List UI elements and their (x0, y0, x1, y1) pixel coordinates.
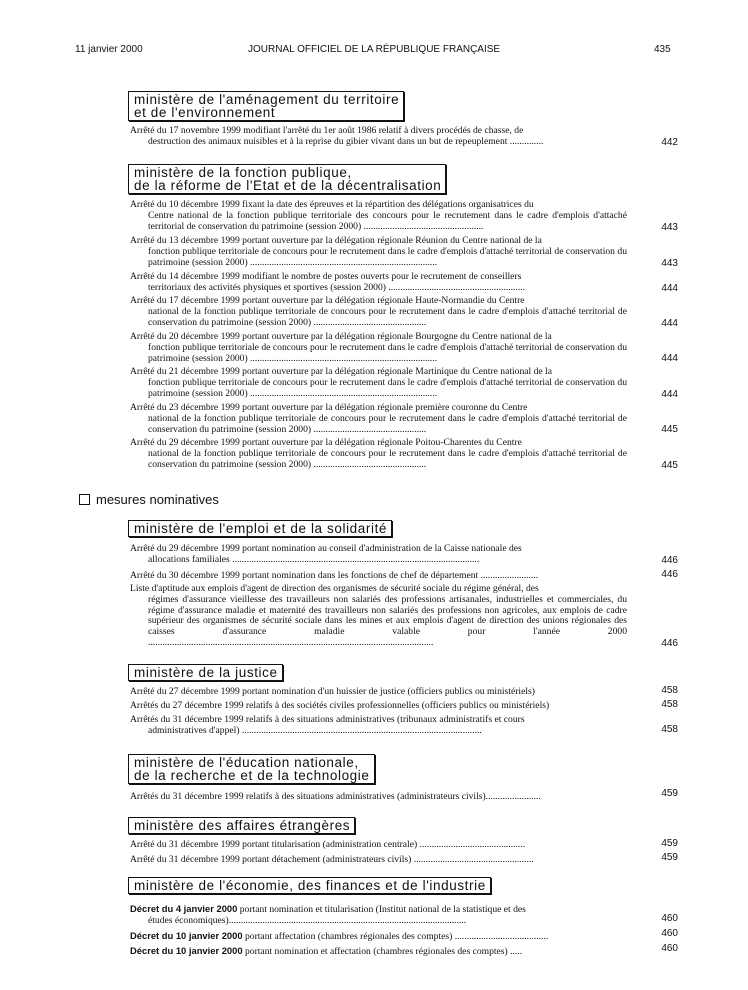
entry-text-continued: national de la fonction publique territoriale de concours pour le recrutement dans le cadre d'emplois d'attaché territorial de conservation du patrimoine (session 2000) ............................................... (148, 447, 627, 470)
entry-page: 459 (661, 838, 678, 849)
header-page-number: 435 (654, 44, 671, 55)
entry-page: 444 (661, 283, 678, 294)
entry-page: 446 (661, 638, 678, 649)
entry-page: 460 (661, 928, 678, 939)
entry-text: Arrêté du 29 décembre 1999 portant ouverture par la délégation régionale Poitou-Charentes du Centre (130, 437, 522, 448)
list-item (130, 904, 627, 927)
entry-text: Arrêté du 31 décembre 1999 portant titularisation (administration centrale) ............................................ (130, 839, 526, 850)
entry-text: Arrêtés du 27 décembre 1999 relatifs à des sociétés civiles professionnelles (officiers publics ou ministériels) (130, 700, 550, 711)
entry-page: 444 (661, 318, 678, 329)
entry-page: 458 (661, 685, 678, 696)
ministry-heading (128, 817, 355, 834)
ministry-heading (128, 164, 446, 194)
entry-text-continued: études économiques)................................................................................................... (148, 914, 467, 926)
list-item (130, 126, 627, 148)
ministry-heading (128, 664, 283, 681)
list-item (130, 687, 627, 698)
entry-text-continued: allocations familiales ....................................................................................................... (148, 553, 480, 565)
ministry-heading-line: et de l'environnement (134, 105, 276, 120)
entry-page: 459 (661, 852, 678, 863)
entry-text: portant affectation (chambres régionales des comptes) ....................................... (242, 931, 549, 942)
entry-text: Arrêtés du 31 décembre 1999 relatifs à des situations administratives (administrateurs civils)....................... (130, 791, 541, 802)
list-item (130, 715, 627, 737)
list-item (130, 332, 627, 364)
entry-text-continued: destruction des animaux nuisibles et à la reprise du gibier vivant dans un but de repeuplement .............. (148, 135, 544, 147)
entry-text-continued: Centre national de la fonction publique territoriale des concours pour le recrutement dans le cadre d'emplois d'attaché territorial de conservation du patrimoine (session 2000) .................................................. (148, 209, 627, 232)
list-item (130, 403, 627, 435)
entry-text: Arrêté du 17 décembre 1999 portant ouverture par la délégation régionale Haute-Normandie du Centre (130, 295, 525, 306)
entry-text-continued: territoriaux des activités physiques et sportives (session 2000) ......................................................... (148, 281, 526, 293)
entry-text: Arrêté du 21 décembre 1999 portant ouverture par la délégation régionale Martinique du Centre national de la (130, 366, 552, 377)
list-item (130, 931, 627, 943)
header-date: 11 janvier 2000 (75, 44, 143, 55)
list-item (130, 438, 627, 470)
entry-page: 445 (661, 424, 678, 435)
entry-text: Arrêté du 14 décembre 1999 modifiant le nombre de postes ouverts pour le recrutement de conseillers (130, 271, 522, 282)
entry-page: 444 (661, 353, 678, 364)
entry-text: Arrêté du 23 décembre 1999 portant ouverture par la délégation régionale première couronne du Centre (130, 402, 528, 413)
entry-text-continued: fonction publique territoriale de concours pour le recrutement dans le cadre d'emplois d'attaché territorial de conservation du patrimoine (session 2000) .............................................................................. (148, 376, 627, 399)
entry-page: 458 (661, 699, 678, 710)
entry-page: 460 (661, 943, 678, 954)
ministry-heading (128, 91, 404, 121)
entry-text-continued: national de la fonction publique territoriale de concours pour le recrutement dans le cadre d'emplois d'attaché territorial de conservation du patrimoine (session 2000) ............................................... (148, 412, 627, 435)
list-item (130, 701, 627, 712)
entry-text-continued: national de la fonction publique territoriale de concours pour le recrutement dans le cadre d'emplois d'attaché territorial de conservation du patrimoine (session 2000) ............................................... (148, 305, 627, 328)
entry-text: portant nomination et affectation (chambres régionales des comptes) ..... (242, 946, 523, 957)
decree-date: Décret du 4 janvier 2000 (130, 903, 238, 914)
header-journal-title: JOURNAL OFFICIEL DE LA RÉPUBLIQUE FRANÇAISE (248, 44, 501, 55)
ministry-heading-line: ministère de l'éducation nationale, (134, 755, 359, 770)
entry-page: 443 (661, 258, 678, 269)
list-item (130, 296, 627, 328)
checkbox-square-icon (79, 494, 90, 505)
list-item (130, 571, 627, 582)
entry-text-continued: régimes d'assurance vieillesse des travailleurs non salariés des professions artisanales, industrielles et commerciales, du régime d'assurance maladie et maternité des travailleurs non salariés des professions non agricoles, aux emplois de cadre supérieur des organismes de sécurité sociale dans les mines et aux emplois d'agent de direction des unions régionales des caisses d'assurance maladie valable pour l'année 2000 ....................................................................................................................... (148, 593, 627, 648)
entry-text: Arrêté du 31 décembre 1999 portant détachement (administrateurs civils) .................................................. (130, 854, 534, 865)
ministry-heading-line: ministère de l'économie, des finances et de l'industrie (134, 878, 486, 893)
entry-page: 443 (661, 222, 678, 233)
entry-page: 444 (661, 389, 678, 400)
list-item (130, 544, 627, 566)
entry-text: Arrêtés du 31 décembre 1999 relatifs à des situations administratives (tribunaux administratifs et cours (130, 714, 525, 725)
decree-date: Décret du 10 janvier 2000 (130, 945, 243, 956)
entry-text: Arrêté du 20 décembre 1999 portant ouverture par la délégation régionale Bourgogne du Centre national de la (130, 331, 552, 342)
entry-page: 446 (661, 569, 678, 580)
entry-text: Arrêté du 29 décembre 1999 portant nomination au conseil d'administration de la Caisse nationale des (130, 543, 522, 554)
entry-text-continued: administratives d'appel) .................................................................................................... (148, 724, 482, 736)
entry-text: Arrêté du 13 décembre 1999 portant ouverture par la délégation régionale Réunion du Centre national de la (130, 235, 542, 246)
ministry-heading-line: ministère de la justice (134, 665, 278, 680)
ministry-heading-line: de la réforme de l'Etat et de la décentralisation (134, 178, 442, 193)
ministry-heading-line: ministère de la fonction publique, (134, 165, 352, 180)
ministry-heading-line: de la recherche et de la technologie (134, 768, 370, 783)
entry-page: 442 (661, 137, 678, 148)
section-heading (79, 492, 219, 507)
list-item (130, 236, 627, 268)
decree-date: Décret du 10 janvier 2000 (130, 930, 243, 941)
list-item (130, 272, 627, 294)
entry-text: Arrêté du 27 décembre 1999 portant nomination d'un huissier de justice (officiers publics ou ministériels) (130, 686, 535, 697)
ministry-heading-line: ministère de l'emploi et de la solidarité (134, 521, 388, 536)
entry-page: 446 (661, 555, 678, 566)
entry-text: portant nomination et titularisation (Institut national de la statistique et des (237, 904, 526, 915)
entry-page: 459 (661, 788, 678, 799)
entry-page: 445 (661, 460, 678, 471)
list-item (130, 946, 627, 958)
ministry-heading-line: ministère de l'aménagement du territoire (134, 92, 400, 107)
section-title: mesures nominatives (96, 492, 219, 507)
ministry-heading (128, 877, 491, 894)
list-item (130, 840, 627, 851)
entry-text: Arrêté du 30 décembre 1999 portant nomination dans les fonctions de chef de département ........................ (130, 570, 539, 581)
entry-text: Liste d'aptitude aux emplois d'agent de direction des organismes de sécurité sociale du régime général, des (130, 583, 539, 594)
ministry-heading-line: ministère des affaires étrangères (134, 818, 351, 833)
entry-text: Arrêté du 10 décembre 1999 fixant la date des épreuves et la répartition des délégations organisatrices du (130, 199, 534, 210)
entry-text-continued: fonction publique territoriale de concours pour le recrutement dans le cadre d'emplois d'attaché territorial de conservation du patrimoine (session 2000) .............................................................................. (148, 341, 627, 364)
entry-text: Arrêté du 17 novembre 1999 modifiant l'arrêté du 1er août 1986 relatif à divers procédés de chasse, de (130, 125, 524, 136)
list-item (130, 200, 627, 232)
list-item (130, 367, 627, 399)
entry-page: 458 (661, 724, 678, 735)
entry-page: 460 (661, 913, 678, 924)
ministry-heading (128, 520, 392, 537)
list-item (130, 792, 627, 803)
list-item (130, 584, 627, 649)
ministry-heading (128, 754, 375, 784)
list-item (130, 855, 627, 866)
entry-text-continued: fonction publique territoriale de concours pour le recrutement dans le cadre d'emplois d'attaché territorial de conservation du patrimoine (session 2000) .............................................................................. (148, 245, 627, 268)
